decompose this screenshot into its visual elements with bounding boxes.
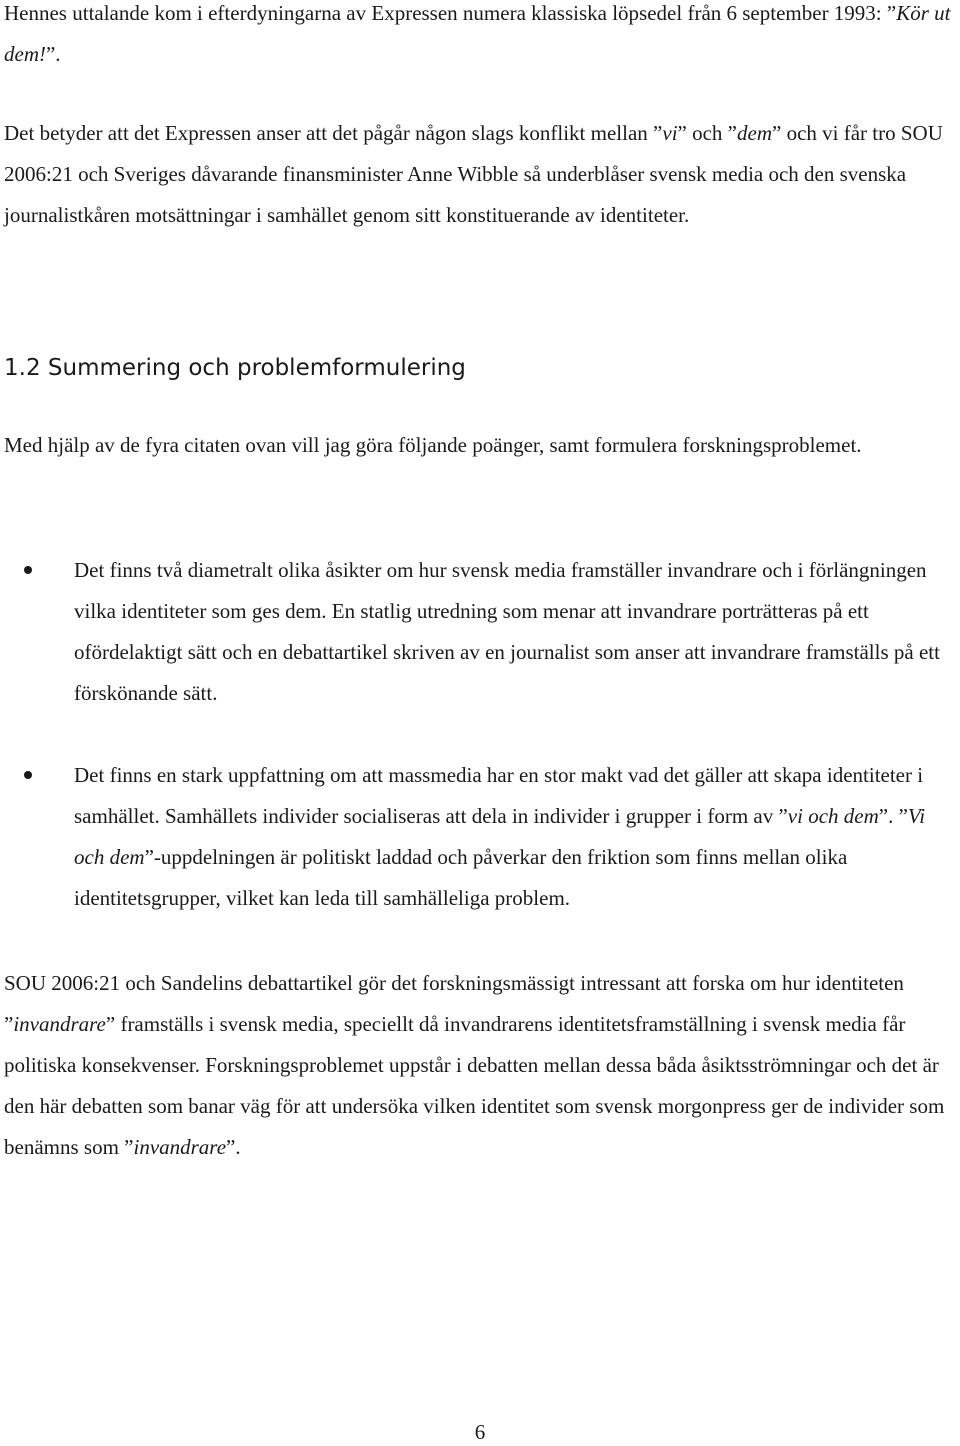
italic-term: vi <box>662 121 678 145</box>
paragraph-conflict <box>4 113 956 236</box>
paragraph-text: SOU 2006:21 och Sandelins debattartikel gör det forskningsmässigt intressant att forska om hur identiteten ” <box>4 971 904 1036</box>
paragraph-text: ” framställs i svensk media, speciellt då invandrarens identitetsframställning i svensk media får politiska konsekvenser. Forskningsproblemet uppstår i debatten mellan dessa båda åsiktsströmningar och det är den här debatten som banar väg för att undersöka vilken identitet som svensk morgonpress ger de individer som benämns som ” <box>4 1012 945 1159</box>
page-number: 6 <box>474 1420 486 1444</box>
paragraph-expressen-quote <box>4 0 956 75</box>
bullet-icon <box>24 771 32 779</box>
italic-term: dem <box>737 121 772 145</box>
paragraph-text: ” och vi får tro SOU 2006:21 och Sveriges dåvarande finansminister Anne Wibble så underblåser svensk media och den svenska journalistkåren motsättningar i samhället genom sitt konstituerande av identiteter. <box>4 121 943 227</box>
bullet-text: ”. ” <box>878 804 908 828</box>
section-heading: 1.2 Summering och problemformulering <box>4 355 466 381</box>
italic-term: vi och dem <box>787 804 879 828</box>
bullet-item <box>0 755 958 919</box>
bullet-list <box>0 550 960 919</box>
bullet-item <box>0 550 958 714</box>
paragraph-research-problem <box>4 963 956 1168</box>
paragraph-text: ”. <box>45 42 61 66</box>
paragraph-text: Det betyder att det Expressen anser att det pågår någon slags konflikt mellan ” <box>4 121 663 145</box>
italic-term: Vi och dem <box>74 804 926 869</box>
paragraph-text: Hennes uttalande kom i efterdyningarna av Expressen numera klassiska löpsedel från 6 september 1993: ” <box>4 1 897 25</box>
italic-term: invandrare <box>13 1012 106 1036</box>
bullet-text: Det finns en stark uppfattning om att massmedia har en stor makt vad det gäller att skapa identiteter i samhället. Samhällets individer socialiseras att dela in individer i grupper i form av ” <box>74 763 924 828</box>
bullet-text: Det finns två diametralt olika åsikter om hur svensk media framställer invandrare och i förlängningen vilka identiteter som ges dem. En statlig utredning som menar att invandrare porträtteras på ett ofördelaktigt sätt och en debattartikel skriven av en journalist som anser att invandrare framställs på ett förskönande sätt. <box>74 558 940 705</box>
paragraph-intro: Med hjälp av de fyra citaten ovan vill jag göra följande poänger, samt formulera forskningsproblemet. <box>4 433 862 457</box>
bullet-text: ”-uppdelningen är politiskt laddad och påverkar den friktion som finns mellan olika identitetsgrupper, vilket kan leda till samhälleliga problem. <box>74 845 848 910</box>
paragraph-text: ” och ” <box>677 121 737 145</box>
paragraph-text: ”. <box>226 1135 241 1159</box>
italic-quote: Kör ut dem! <box>4 1 951 66</box>
bullet-icon <box>24 566 32 574</box>
italic-term: invandrare <box>133 1135 227 1159</box>
